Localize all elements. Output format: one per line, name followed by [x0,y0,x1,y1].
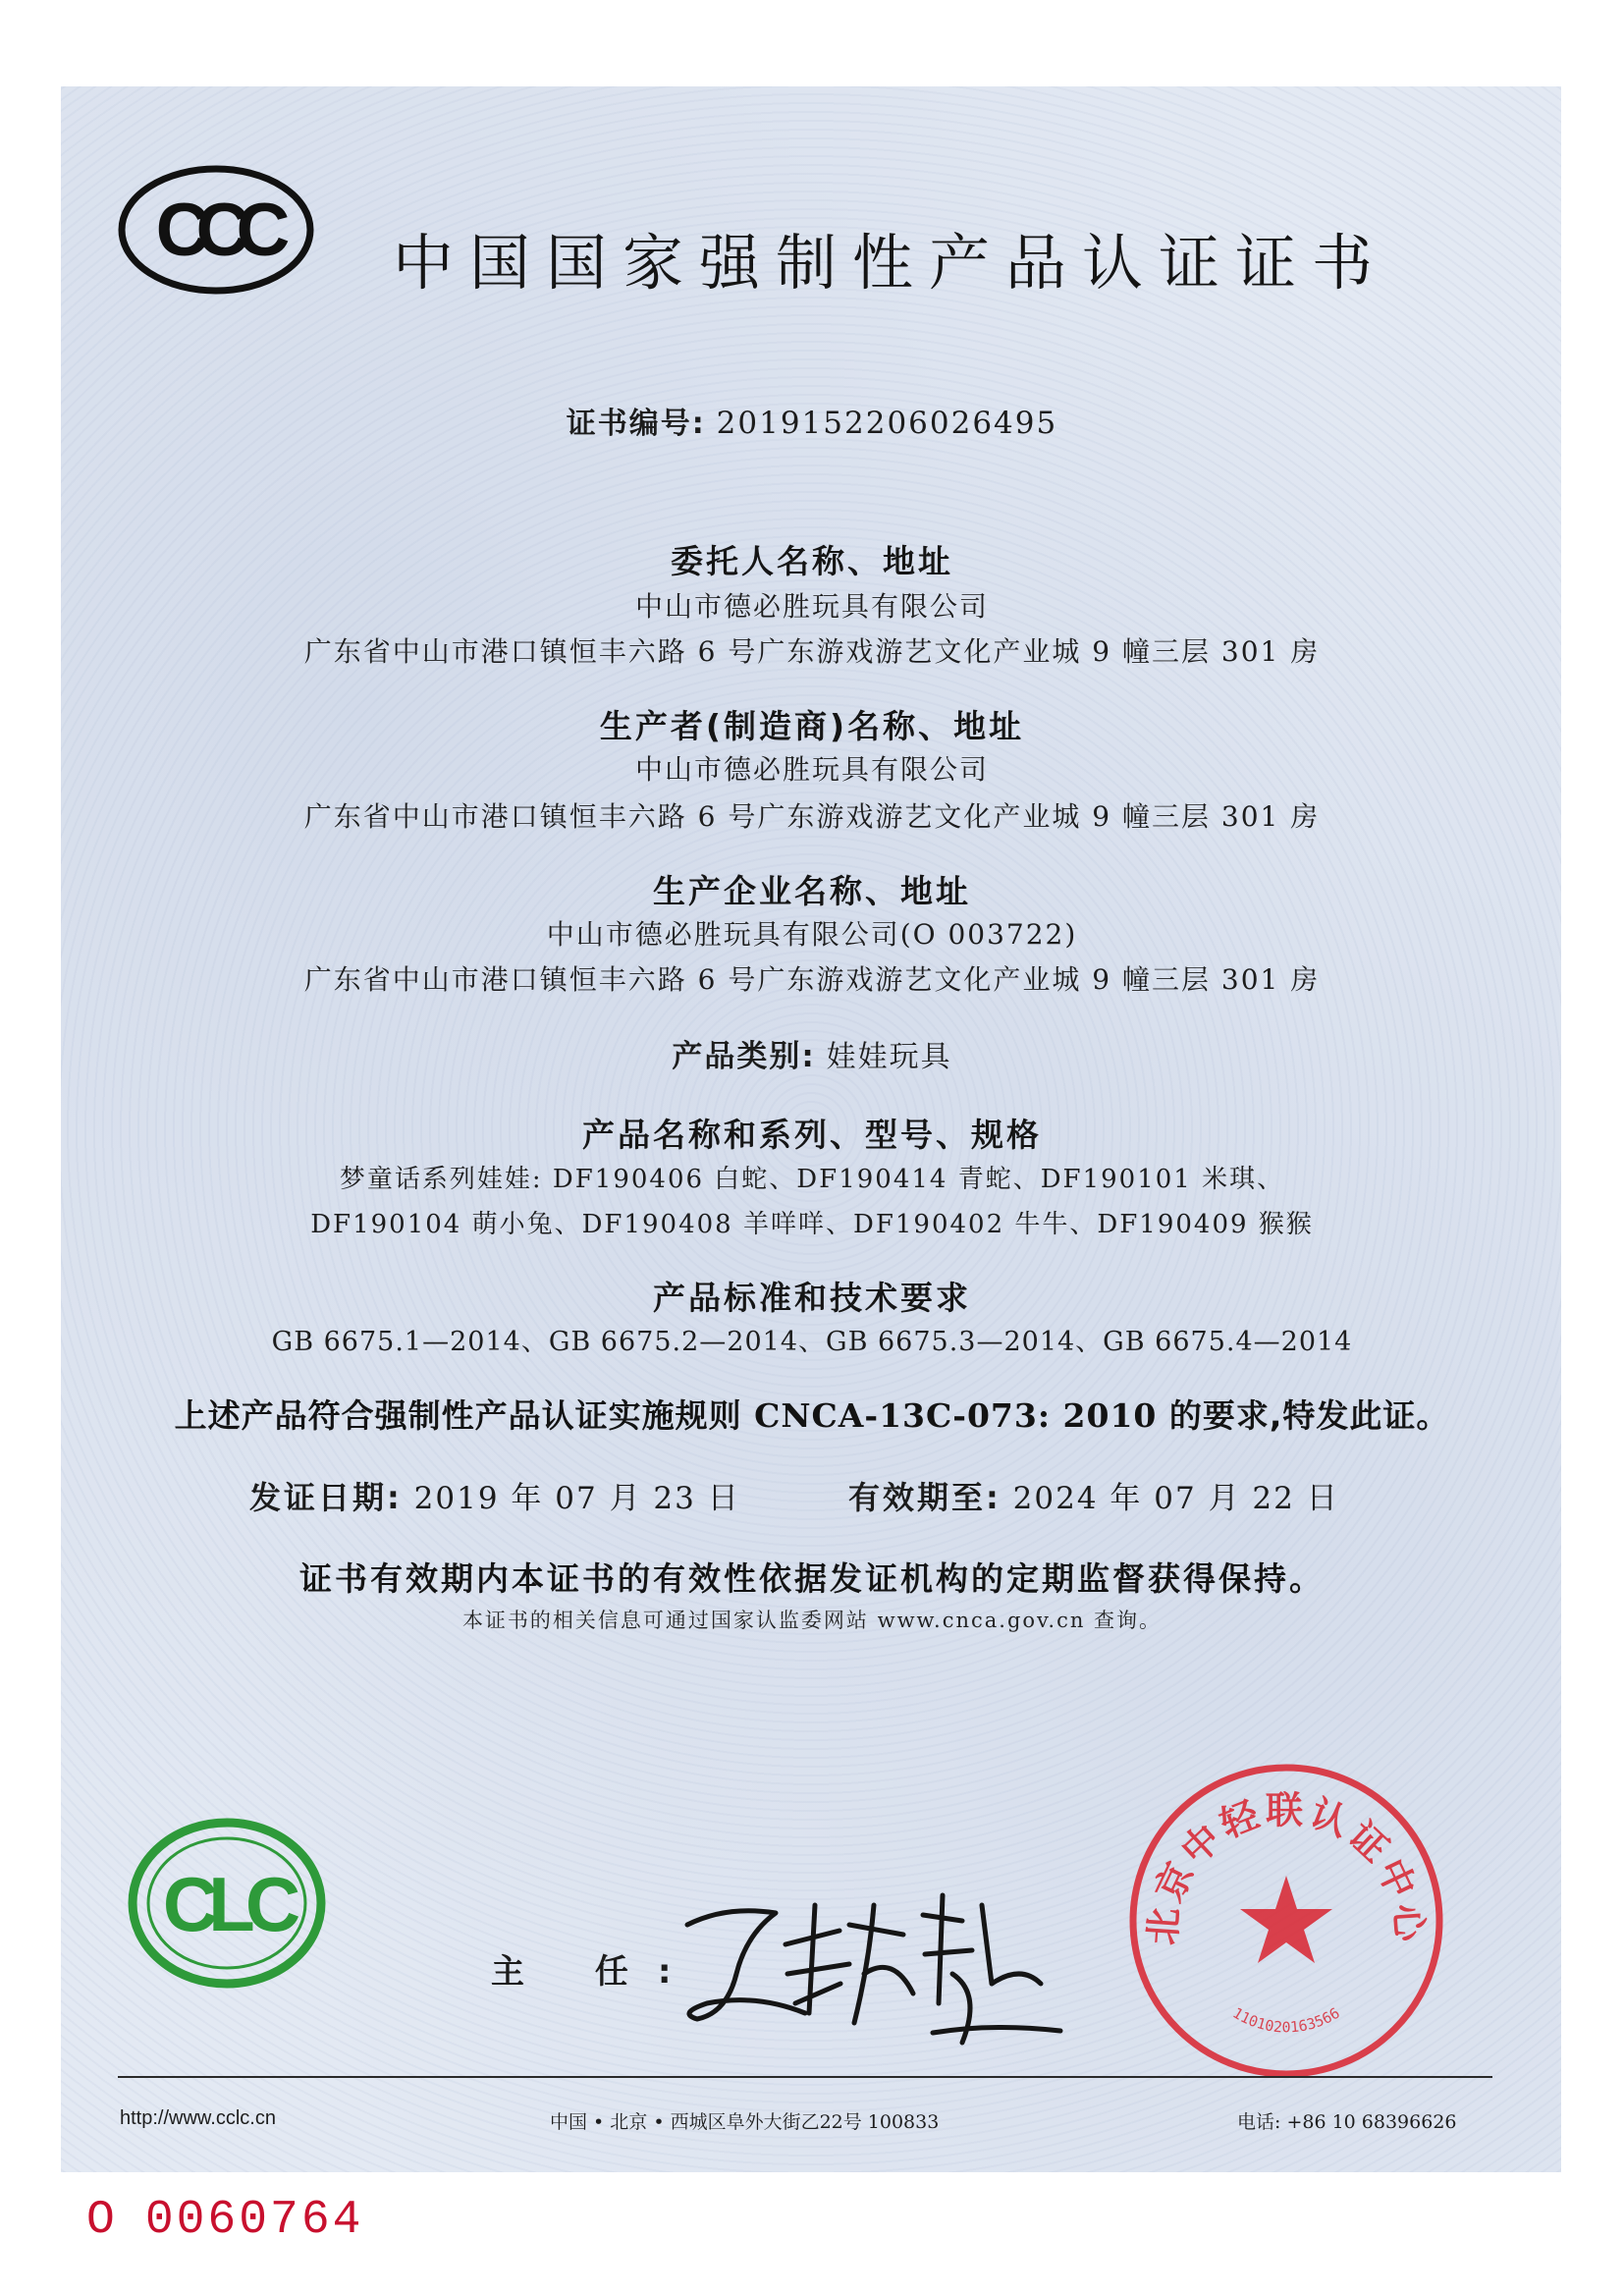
svg-text:1101020163566 [1229,2004,1342,2037]
director-label: 主 任: [491,1952,701,1992]
page-title: 中国国家强制性产品认证证书 [392,227,1388,299]
statement-prefix: 上述产品符合强制性产品认证实施规则 [174,1396,755,1435]
clc-logo-text: CLC [162,1861,292,1947]
certification-seal [1119,1754,1453,2088]
factory-address: 广东省中山市港口镇恒丰六路 6 号广东游戏游艺文化产业城 9 幢三层 301 房 [303,963,1321,996]
standards-text: GB 6675.1—2014、GB 6675.2—2014、GB 6675.3—2014、GB 6675.4—2014 [271,1327,1353,1357]
factory-heading: 生产企业名称、地址 [653,872,971,910]
website-note: 本证书的相关信息可通过国家认监委网站 www.cnca.gov.cn 查询。 [461,1609,1163,1632]
conformity-statement [0,1391,1624,1437]
seal-code: 1101020163566 [1229,2003,1343,2037]
ccc-logo-text: CCC [155,189,277,272]
standards-heading: 产品标准和技术要求 [653,1279,971,1317]
applicant-name: 中山市德必胜玩具有限公司 [634,590,989,623]
certificate-number [0,399,1624,442]
footer-divider [118,2076,1492,2078]
applicant-address: 广东省中山市港口镇恒丰六路 6 号广东游戏游艺文化产业城 9 幢三层 301 房 [303,635,1321,668]
clc-logo [126,1815,328,1992]
product-category-label: 产品类别: [672,1039,816,1074]
validity-note: 证书有效期内本证书的有效性依据发证机构的定期监督获得保持。 [299,1559,1325,1598]
applicant-heading: 委托人名称、地址 [671,542,953,580]
issue-date-label: 发证日期: [249,1479,403,1516]
certificate-number-value: 2019152206026495 [716,406,1058,441]
director-signature [668,1866,1080,2052]
footer-address: 中国 • 北京 • 西城区阜外大街乙22号 100833 [550,2111,940,2133]
manufacturer-heading: 生产者(制造商)名称、地址 [599,707,1025,745]
serial-value: 0060764 [144,2194,364,2247]
product-heading: 产品名称和系列、型号、规格 [582,1116,1042,1154]
serial-number [86,2194,363,2247]
seal-text: 北京中轻联认证中心 [1140,1788,1433,1947]
product-models-line1: 梦童话系列娃娃: DF190406 白蛇、DF190414 青蛇、DF190101 米琪、 [339,1165,1285,1194]
expiry-date-label: 有效期至: [848,1479,1001,1516]
serial-prefix: O [86,2194,118,2247]
certificate-number-label: 证书编号: [566,407,706,441]
product-category [0,1031,1624,1075]
manufacturer-address: 广东省中山市港口镇恒丰六路 6 号广东游戏游艺文化产业城 9 幢三层 301 房 [303,800,1321,833]
product-category-value: 娃娃玩具 [826,1040,952,1074]
statement-suffix: 的要求,特发此证。 [1157,1396,1450,1435]
product-models-line2: DF190104 萌小兔、DF190408 羊咩咩、DF190402 牛牛、DF190409 猴猴 [310,1210,1314,1239]
footer-url[interactable]: http://www.cclc.cn [120,2107,276,2129]
expiry-date-value: 2024 年 07 月 22 日 [1012,1481,1339,1516]
issue-date-value: 2019 年 07 月 23 日 [413,1481,740,1516]
rule-code: CNCA-13C-073: 2010 [754,1396,1158,1435]
factory-name: 中山市德必胜玩具有限公司(O 003722) [546,918,1078,951]
footer-phone: 电话: +86 10 68396626 [1237,2111,1457,2133]
issue-date [249,1473,740,1518]
seal-star-icon [1240,1876,1332,1963]
manufacturer-name: 中山市德必胜玩具有限公司 [634,753,989,786]
expiry-date [848,1473,1339,1518]
